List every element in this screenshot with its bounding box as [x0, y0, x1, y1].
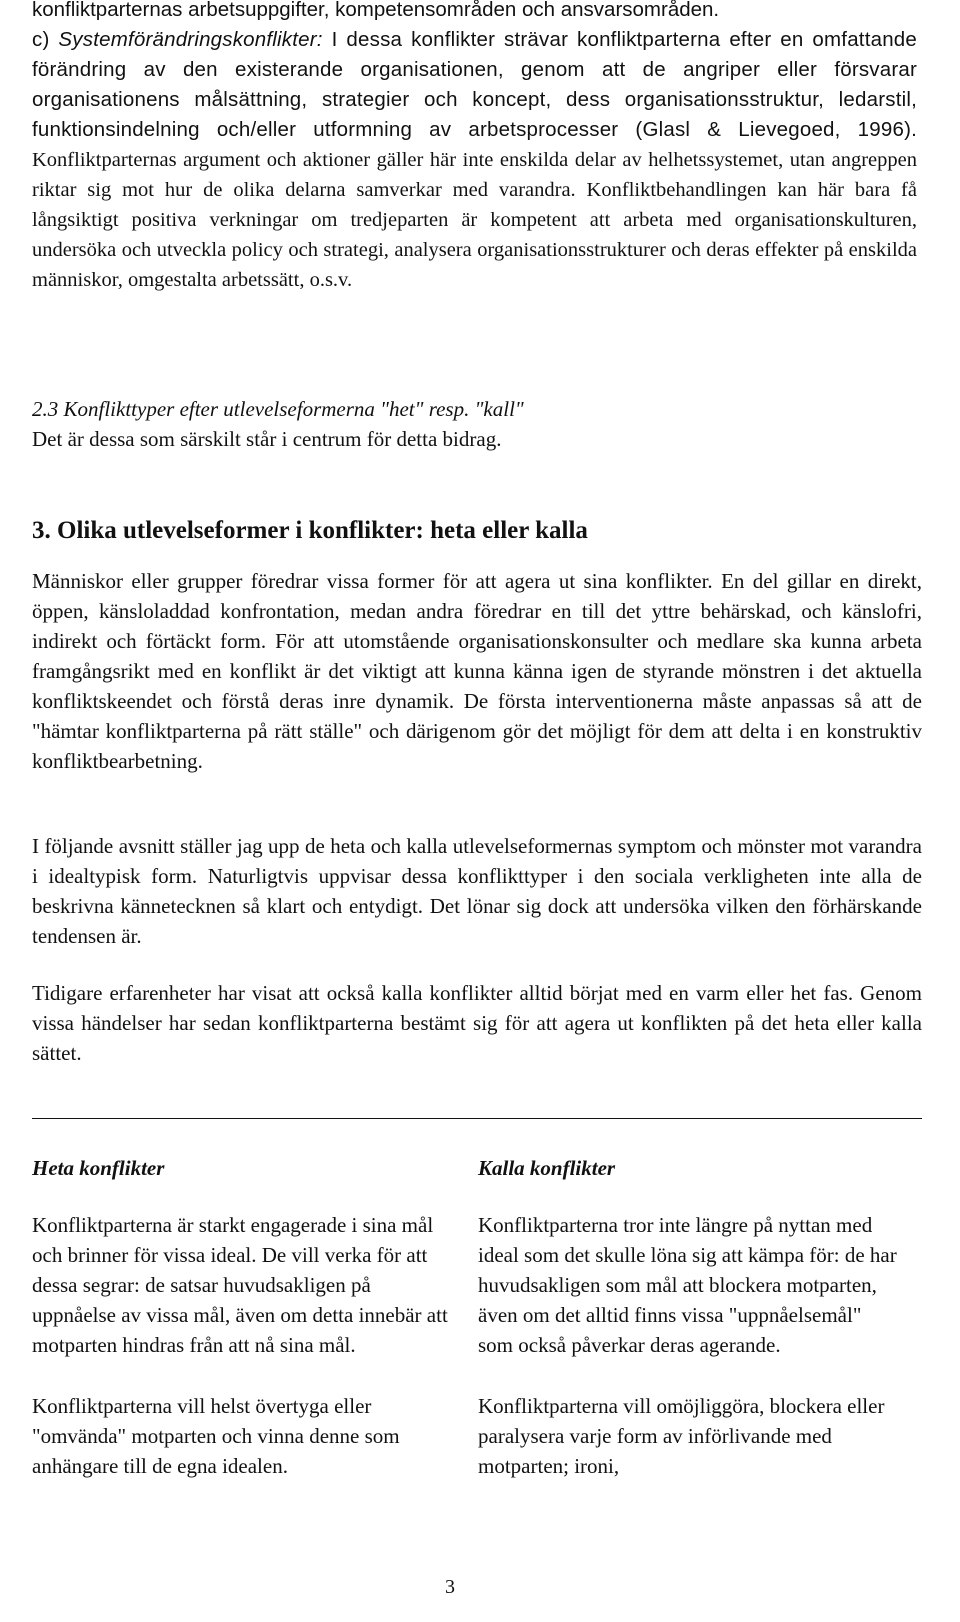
- section-3-paragraph: I följande avsnitt ställer jag upp de heta och kalla utlevelseformernas symptom och mönster mot varandra i idealtypisk form. Naturligtvis uppvisar dessa konflikttyper i den sociala verkligheten inte alla de beskrivna kännetecknen så klart och entydigt. Det lönar sig dock att undersöka vilken den förhärskande tendensen är.: [32, 834, 922, 948]
- hot-conflicts-column: [32, 1153, 452, 1512]
- item-c-paragraph: [32, 25, 917, 295]
- hot-conflicts-paragraph: Konfliktparterna är starkt engagerade i sina mål och brinner för vissa ideal. De vill verka för att dessa segrar: de satsar huvudsakligen på uppnåelse av vissa mål, även om detta innebär att motparten hindras från att nå sina mål.: [32, 1213, 448, 1357]
- cold-conflicts-paragraph: Konfliktparterna tror inte längre på nyttan med ideal som det skulle löna sig att kämpa för: de har huvudsakligen som mål att blockera motparten, även om det alltid finns vissa "uppnåelsemål" som också påverkar deras agerande.: [478, 1213, 897, 1357]
- section-2-3-text: Det är dessa som särskilt står i centrum för detta bidrag.: [32, 427, 502, 451]
- cold-conflicts-column: [478, 1153, 898, 1512]
- item-c-term: Systemförändringskonflikter:: [58, 28, 323, 51]
- cold-conflicts-heading: Kalla konflikter: [478, 1156, 616, 1180]
- item-c-prefix: c): [32, 28, 59, 51]
- section-3-paragraph: Människor eller grupper föredrar vissa former för att agera ut sina konflikter. En del gillar en direkt, öppen, känsloladdad konfrontation, medan andra föredrar en till det yttre behärskad, och känslofri, indirekt och förtäckt form. För att utomstående organisationskonsulter och medlare ska kunna arbeta framgångsrikt med en konflikt är det viktigt att kunna känna igen de styrande mönstren i det aktuella konfliktskeendet och förstå deras inre dynamik. De första interventionerna måste anpassas så att de "hämtar konfliktparterna på rätt ställe" och därigenom gör det möjligt för dem att delta i en konstruktiv konfliktbearbetning.: [32, 569, 922, 773]
- section-3-heading: 3. Olika utlevelseformer i konflikter: heta eller kalla: [32, 517, 588, 544]
- continued-line: konfliktparternas arbetsuppgifter, kompetensområden och ansvarsområden.: [32, 0, 720, 21]
- cold-conflicts-paragraph: Konfliktparterna vill omöjliggöra, blockera eller paralysera varje form av införlivande med motparten; ironi,: [478, 1394, 885, 1478]
- item-c-text-sans: I dessa konflikter strävar konfliktparterna efter en omfattande förändring av den existerande organisationen, genom att de angriper eller försvarar organisationens målsättning, strategier och koncept, dess organisationsstruktur, ledarstil, funktionsindelning och/eller utformning av arbetsprocesser (Glasl & Lievegoed, 1996).: [32, 28, 917, 141]
- section-2-3-heading: 2.3 Konflikttyper efter utlevelseformerna "het" resp. "kall": [32, 397, 524, 421]
- hot-conflicts-paragraph: Konfliktparterna vill helst övertyga eller "omvända" motparten och vinna denne som anhängare till de egna idealen.: [32, 1394, 400, 1478]
- horizontal-rule: [32, 1118, 922, 1119]
- section-3-paragraph: Tidigare erfarenheter har visat att också kalla konflikter alltid börjat med en varm eller het fas. Genom vissa händelser har sedan konfliktparterna bestämt sig för att agera ut konflikten på det heta eller kalla sättet.: [32, 981, 922, 1065]
- hot-conflicts-heading: Heta konflikter: [32, 1156, 165, 1180]
- item-c-text-serif: Konfliktparternas argument och aktioner gäller här inte enskilda delar av helhetssystemet, utan angreppen riktar sig mot hur de olika delarna samverkar med varandra. Konfliktbehandlingen kan här bara få långsiktigt positiva verkningar om tredjeparten är kompetent att arbeta med organisationskulturen, undersöka och utveckla policy och strategi, analysera organisationsstrukturer och deras effekter på enskilda människor, omgestalta arbetssätt, o.s.v.: [32, 149, 917, 291]
- page-number: 3: [445, 1576, 455, 1598]
